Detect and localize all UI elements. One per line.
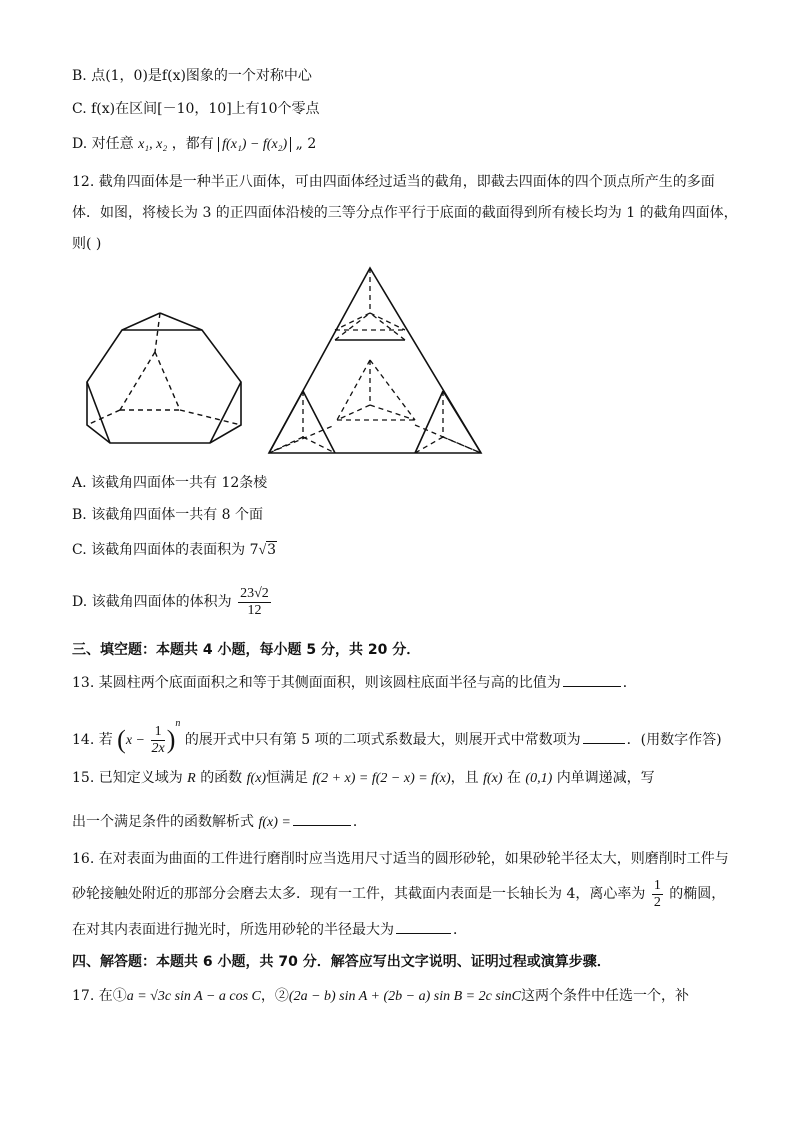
q13-answer-blank[interactable] xyxy=(563,672,621,687)
q15-text-a: 15. 已知定义域为 xyxy=(72,770,183,786)
q12-option-c-root: 3 xyxy=(267,542,277,558)
q16-line2-text-a: 砂轮接触处附近的那部分会磨去太多．现有一工件，其截面内表面是一长轴长为 4，离心率为 xyxy=(72,886,646,902)
q12-line1: 12. 截角四面体是一种半正八面体，可由四面体经过适当的截角，即截去四面体的四个顶点所产生的多面 xyxy=(72,174,715,190)
q14 xyxy=(72,704,722,756)
q13-end: ． xyxy=(622,675,637,691)
q15-answer-blank[interactable] xyxy=(293,811,351,826)
q15-domain-r: R xyxy=(187,771,196,786)
q14-right-paren: ) xyxy=(166,725,176,754)
q13-text: 13. 某圆柱两个底面面积之和等于其侧面面积，则该圆柱底面半径与高的比值为 xyxy=(72,675,561,691)
q16-frac-den: 2 xyxy=(653,894,661,910)
q15-equation: f(2 + x) = f(2 − x) = f(x) xyxy=(312,771,451,786)
q11-option-d-suffix: „ 2 xyxy=(295,136,317,152)
q14-end: ．(用数字作答) xyxy=(626,732,722,748)
q16-line2 xyxy=(72,876,725,912)
q15-text-f: 内单调递减，写 xyxy=(556,770,655,786)
q11-option-d-prefix: D. 对任意 xyxy=(72,136,134,152)
q17-suffix: 这两个条件中任选一个，补 xyxy=(521,988,690,1004)
q12-option-a: A. 该截角四面体一共有 12条棱 xyxy=(72,475,268,491)
q14-left-paren: ( xyxy=(117,725,126,754)
section4-title: 四、解答题：本题共 6 小题，共 70 分．解答应写出文字说明、证明过程或演算步骤． xyxy=(72,954,611,970)
q14-frac-den: 2x xyxy=(151,740,165,756)
q16-answer-blank[interactable] xyxy=(396,919,451,934)
q12-option-d-den: 12 xyxy=(247,602,262,618)
q11-option-d-abs-expr: f(x₁) − f(x₂) xyxy=(218,137,291,152)
q15-text-d: ，且 xyxy=(450,770,479,786)
q12-option-d-fraction xyxy=(238,586,271,619)
q15-line2 xyxy=(72,811,367,833)
q15-line2-text: 出一个满足条件的函数解析式 xyxy=(72,814,254,830)
q12-line2: 体．如图，将棱长为 3 的正四面体沿棱的三等分点作平行于底面的截面得到所有棱长均为 1 的截角四面体， xyxy=(72,205,738,221)
q16-end: ． xyxy=(453,922,467,938)
q13 xyxy=(72,672,637,693)
q15-line2-fx: f(x) = xyxy=(258,815,291,830)
q17-condition-2: (2a − b) sin A + (2b − a) sin B = 2c sinC xyxy=(288,989,522,1004)
q17-prefix: 17. 在① xyxy=(72,988,127,1004)
q14-fraction xyxy=(151,724,164,757)
q11-option-d-mid: ，都有 xyxy=(171,136,214,152)
q16-frac-num: 1 xyxy=(653,877,661,893)
q14-text: 的展开式中只有第 5 项的二项式系数最大，则展开式中常数项为 xyxy=(184,732,581,748)
q15-text-b: 的函数 xyxy=(200,770,243,786)
section3-title: 三、填空题：本题共 4 小题，每小题 5 分，共 20 分． xyxy=(72,642,421,658)
q17-separator: ，② xyxy=(260,988,289,1004)
q12-option-c-text: C. 该截角四面体的表面积为 7 xyxy=(72,542,259,558)
tetrahedron-cut-figure xyxy=(265,265,485,457)
q12-option-d-text: D. 该截角四面体的体积为 xyxy=(72,594,232,610)
q12-option-b: B. 该截角四面体一共有 8 个面 xyxy=(72,507,263,523)
q14-prefix: 14. 若 xyxy=(72,732,113,748)
q12-option-c: C. 该截角四面体的表面积为 7√3 xyxy=(72,542,277,558)
q11-option-b: B. 点(1，0)是f(x)图象的一个对称中心 xyxy=(72,68,312,84)
q16-line3-text: 在对其内表面进行抛光时，所选用砂轮的半径最大为 xyxy=(72,922,394,938)
q14-expr-x: x − xyxy=(125,733,146,748)
q15-fx: f(x) xyxy=(246,771,267,786)
q15-fx-2: f(x) xyxy=(483,771,503,786)
q14-answer-blank[interactable] xyxy=(583,729,625,744)
q12-option-d xyxy=(72,584,273,620)
q11-option-c: C. f(x)在区间[－10，10]上有10个零点 xyxy=(72,101,320,117)
q12-line3: 则( ) xyxy=(72,236,102,252)
q15-text-e: 在 xyxy=(506,770,521,786)
q17-condition-1: a = √3c sin A − a cos C xyxy=(126,989,261,1004)
q12-option-d-num: 23√2 xyxy=(240,585,269,601)
q15-text-c: 恒满足 xyxy=(266,770,309,786)
q11-option-d xyxy=(72,134,316,155)
q14-exponent: n xyxy=(175,718,181,729)
q16-line1: 16. 在对表面为曲面的工件进行磨削时应当选用尺寸适当的圆形砂轮，如果砂轮半径太大，则磨削时工件与 xyxy=(72,851,729,867)
q16-fraction xyxy=(652,878,663,911)
q16-line3 xyxy=(72,919,467,940)
q11-option-d-vars: x₁, x₂ xyxy=(138,137,168,152)
q16-line2-text-b: 的椭圆， xyxy=(669,886,726,902)
q14-frac-num: 1 xyxy=(151,724,164,741)
q15-interval: (0,1) xyxy=(525,771,553,786)
q15-end: ． xyxy=(352,814,367,830)
q17 xyxy=(72,986,689,1007)
q15-line1 xyxy=(72,768,655,789)
truncated-tetrahedron-figure xyxy=(80,300,250,450)
